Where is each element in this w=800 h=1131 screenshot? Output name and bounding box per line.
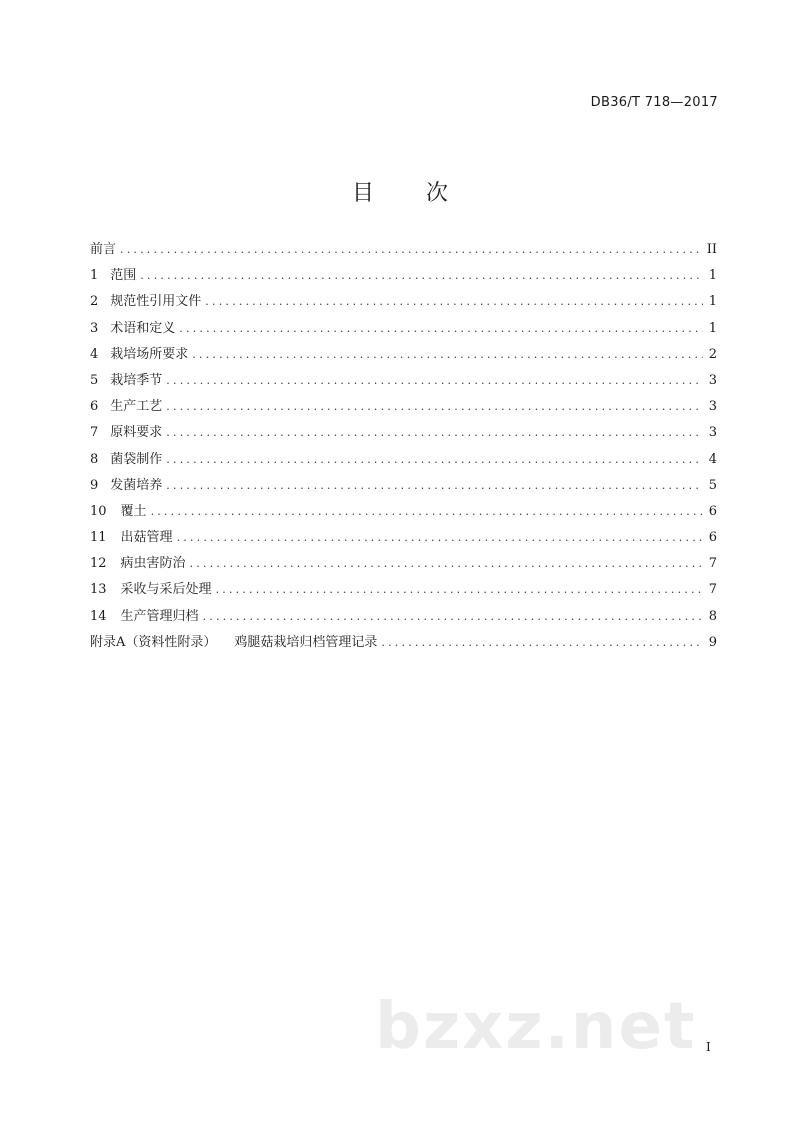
toc-entry-label: 菌袋制作 (110, 451, 163, 467)
title-char-2: 次 (426, 181, 449, 206)
toc-leader-dots (216, 583, 703, 596)
toc-entry-number: 14 (90, 608, 107, 624)
toc-entry-label: 术语和定义 (110, 320, 176, 336)
toc-entry-page: II (706, 242, 717, 257)
toc-entry-foreword[interactable] (90, 238, 717, 264)
toc-leader-dots (177, 531, 703, 544)
toc-entry-label: 采收与采后处理 (120, 582, 212, 598)
toc-entry-number: 1 (90, 268, 99, 284)
toc-entry[interactable] (90, 317, 717, 343)
toc-leader-dots (120, 243, 703, 256)
toc-leader-dots (166, 453, 703, 466)
toc-entry-page: 6 (708, 530, 717, 546)
toc-entry[interactable] (90, 343, 717, 369)
toc-entry[interactable] (90, 264, 717, 290)
toc-entry-annex[interactable] (90, 631, 717, 657)
toc-entry-number: 8 (90, 451, 99, 467)
title-char-1: 目 (351, 181, 374, 206)
toc-entry-page: 7 (708, 556, 717, 572)
toc-entry-number: 12 (90, 556, 107, 572)
toc-entry-number: 3 (90, 320, 99, 336)
toc-leader-dots (151, 505, 703, 518)
toc-entry-number: 7 (90, 425, 99, 441)
toc-entry[interactable] (90, 395, 717, 421)
toc-entry-label: 原料要求 (110, 425, 163, 441)
toc-entry[interactable] (90, 526, 717, 552)
toc-entry-page: 6 (708, 503, 717, 519)
toc-entry-page: 2 (708, 346, 717, 362)
toc-entry-page: 1 (708, 268, 717, 284)
toc-entry-page: 4 (708, 451, 717, 467)
toc-entry-number: 5 (90, 372, 99, 388)
toc-leader-dots (190, 557, 703, 570)
toc-leader-dots (166, 374, 703, 387)
toc-entry[interactable] (90, 578, 717, 604)
toc-entry-number: 10 (90, 503, 107, 519)
toc-entry-page: 1 (708, 294, 717, 310)
toc-leader-dots (179, 322, 703, 335)
toc-entry-page: 1 (708, 320, 717, 336)
toc-entry-page: 3 (708, 425, 717, 441)
toc-leader-dots (192, 348, 703, 361)
annex-prefix: 附录A（资料性附录） (90, 634, 217, 650)
table-of-contents (90, 238, 717, 657)
toc-entry-number: 4 (90, 346, 99, 362)
toc-entry[interactable] (90, 290, 717, 316)
toc-entry-label: 栽培季节 (110, 372, 163, 388)
toc-leader-dots (166, 426, 703, 439)
toc-entry[interactable] (90, 448, 717, 474)
toc-entry-number: 6 (90, 399, 99, 415)
toc-entry-label: 出菇管理 (120, 530, 173, 546)
toc-entry-page: 3 (708, 399, 717, 415)
toc-leader-dots (203, 610, 703, 623)
toc-entry-page: 9 (708, 634, 717, 650)
toc-entry-number: 11 (90, 530, 107, 546)
toc-entry[interactable] (90, 421, 717, 447)
toc-entry[interactable] (90, 369, 717, 395)
toc-entry-page: 3 (708, 372, 717, 388)
toc-entry[interactable] (90, 605, 717, 631)
toc-entry[interactable] (90, 474, 717, 500)
toc-entry-label: 前言 (90, 242, 117, 257)
toc-entry-number: 2 (90, 294, 99, 310)
toc-entry-number: 9 (90, 477, 99, 493)
toc-entry-label: 生产管理归档 (120, 608, 199, 624)
toc-entry-label: 覆土 (120, 503, 147, 519)
toc-entry[interactable] (90, 500, 717, 526)
annex-label: 鸡腿菇栽培归档管理记录 (234, 634, 378, 650)
page-number: I (706, 1040, 711, 1054)
toc-entry-page: 7 (708, 582, 717, 598)
toc-leader-dots (205, 295, 703, 308)
toc-entry-label: 栽培场所要求 (110, 346, 189, 362)
page-title (0, 176, 800, 207)
toc-entry[interactable] (90, 552, 717, 578)
toc-leader-dots (166, 479, 703, 492)
toc-entry-label: 发菌培养 (110, 477, 163, 493)
toc-entry-number: 13 (90, 582, 107, 598)
toc-leader-dots (381, 636, 703, 649)
toc-entry-label: 病虫害防治 (120, 556, 186, 572)
toc-entry-label: 生产工艺 (110, 399, 163, 415)
toc-entry-page: 5 (708, 477, 717, 493)
document-code: DB36/T 718—2017 (590, 95, 718, 110)
toc-leader-dots (166, 400, 703, 413)
toc-entry-label: 范围 (110, 268, 137, 284)
toc-entry-page: 8 (708, 608, 717, 624)
toc-leader-dots (140, 269, 703, 282)
watermark: bzxz.net (375, 990, 697, 1064)
toc-entry-label: 规范性引用文件 (110, 294, 202, 310)
